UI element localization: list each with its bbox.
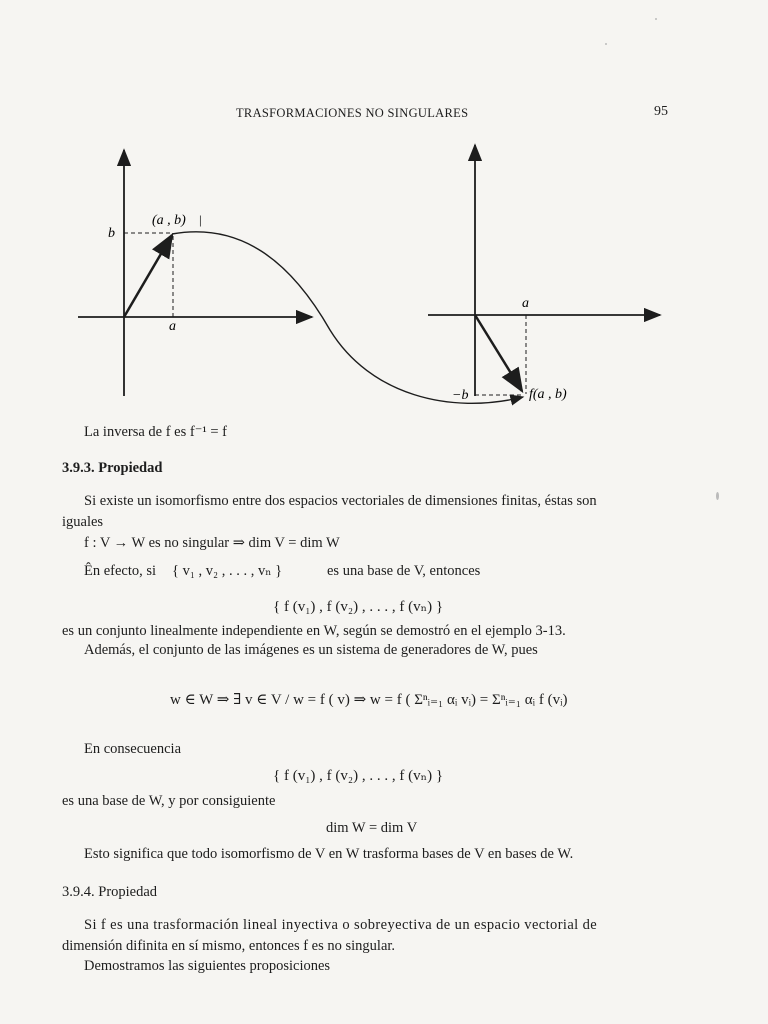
paragraph-line: es una base de W, y por consiguiente [62,793,276,809]
implication-statement: f : V → W es no singular ⇒ dim V = dim W [84,535,340,551]
right-vector [475,315,522,391]
paragraph-line: iguales [62,514,104,530]
dimension-equation: dim W = dim V [326,820,418,836]
image-set-1: { f (v₁) , f (v₂) , . . . , f (vₙ) } [273,599,444,615]
scan-speck [716,492,719,500]
page-number: 95 [654,104,668,119]
paragraph-line: Además, el conjunto de las imágenes es un sistema de generadores de W, pues [84,642,538,658]
paragraph-line: En consecuencia [84,741,182,757]
right-point-label: f(a , b) [529,387,567,402]
section-heading-394: 3.9.4. Propiedad [62,884,158,900]
generator-equation: w ∈ W ⇒ ∃ v ∈ V / w = f ( v) ⇒ w = f ( Σⁿᵢ₌₁ αᵢ vᵢ) = Σⁿᵢ₌₁ αᵢ f (vᵢ) [170,692,568,708]
inverse-statement: La inversa de f es f⁻¹ = f [84,424,227,440]
basis-set-v: { v₁ , v₂ , . . . , vₙ } [172,563,283,579]
paragraph-line: es un conjunto linealmente independiente en W, según se demostró en el ejemplo 3-13. [62,623,566,639]
paragraph-line: Si f es una trasformación lineal inyectiva o sobreyectiva de un espacio vectorial de [84,917,598,933]
paragraph-line-start: Ên efecto, si [84,563,157,579]
right-b-label: −b [452,388,469,403]
left-a-label: a [169,319,176,334]
running-header: TRASFORMACIONES NO SINGULARES [236,106,469,120]
scan-speck [655,18,657,20]
paragraph-line: Demostramos las siguientes proposiciones [84,958,331,974]
paragraph-line: Si existe un isomorfismo entre dos espacios vectoriales de dimensiones finitas, éstas son [84,493,597,509]
image-set-2: { f (v₁) , f (v₂) , . . . , f (vₙ) } [273,768,444,784]
left-point-label: (a , b) [152,213,186,228]
left-tick-mark: | [199,212,202,227]
section-heading-393: 3.9.3. Propiedad [62,460,163,476]
paragraph-line-end: es una base de V, entonces [327,563,481,579]
left-vector [124,235,172,317]
paragraph-line: Esto significa que todo isomorfismo de V en W trasforma bases de V en bases de W. [84,846,574,862]
reflection-figure [0,0,768,440]
scan-speck [605,43,607,45]
left-b-label: b [108,226,115,241]
paragraph-line: dimensión difinita en sí mismo, entonces f es no singular. [62,938,396,954]
right-a-label: a [522,296,529,311]
